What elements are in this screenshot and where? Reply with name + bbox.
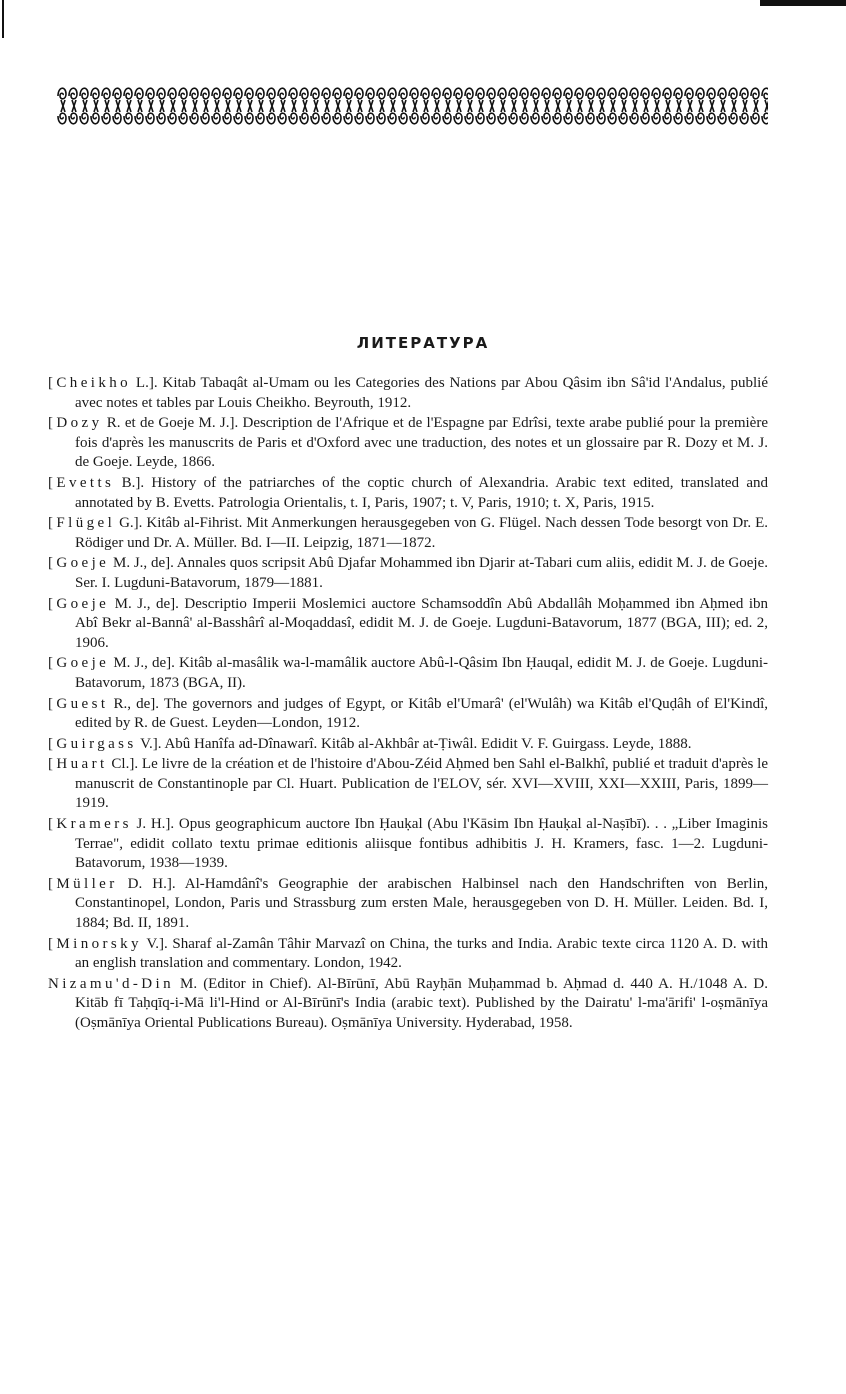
reference-entry — [48, 514, 768, 553]
reference-author: [Müller — [48, 875, 118, 892]
reference-text: G.]. Kitâb al-Fihrist. Mit Anmerkungen herausgegeben von G. Flügel. Nach dessen Tode besorgt von Dr. E. Rödiger und Dr. A. Müller. Bd. I—II. Leipzig, 1871—1872. — [75, 515, 768, 551]
reference-author: [Goeje — [48, 595, 110, 612]
reference-author: [Goeje — [48, 555, 110, 572]
reference-author: [Evetts — [48, 474, 115, 491]
page-title: ЛИТЕРАТУРА — [356, 334, 490, 352]
reference-text: M. (Editor in Chief). Al-Bīrūnī, Abū Rayḥān Muḥammad b. Aḥmad d. 440 A. H./1048 A. D. Kitāb fī Taḥqīq-i-Mā li'l-Hind or Al-Bīrūnī's India (arabic text). Published by the Dairatu' l-ma'ārifi' l-oṣmānīya (Oṣmānīya Oriental Publications Bureau). Oṣmānīya University. Hyderabad, 1958. — [75, 975, 768, 1031]
reference-entry — [48, 735, 768, 755]
reference-text: R. et de Goeje M. J.]. Description de l'Afrique et de l'Espagne par Edrîsi, texte arabe publié pour la première fois d'après les manuscrits de Paris et d'Oxford avec une traduction, des notes et un glossaire par R. Dozy et M. J. de Goeje. Leyde, 1866. — [75, 415, 768, 471]
reference-text: R., de]. The governors and judges of Egypt, or Kitâb el'Umarâ' (el'Wulâh) wa Kitâb el'Quḍâh of El'Kindî, edited by R. de Guest. Leyden—London, 1912. — [75, 695, 768, 732]
reference-text: J. H.]. Opus geographicum auctore Ibn Ḥauḳal (Abu l'Kāsim Ibn Ḥauḳal al-Naṣībī). . . „Liber Imaginis Terrae", edidit collato textu primae editionis aliisque fontibus adhibitis J. H. Kramers, fasc. 1—2. Lugduni-Batavorum, 1938—1939. — [75, 816, 768, 872]
reference-list — [48, 374, 768, 1035]
reference-entry — [48, 975, 768, 1034]
reference-text: V.]. Sharaf al-Zamân Tâhir Marvazî on China, the turks and India. Arabic texte circa 1120 A. D. with an english translation and commentary. London, 1942. — [75, 935, 768, 972]
reference-entry — [48, 654, 768, 693]
reference-text: B.]. History of the patriarches of the coptic church of Alexandria. Arabic text edited, translated and annotated by B. Evetts. Patrologia Orientalis, t. I, Paris, 1907; t. V, Paris, 1910; t. X, Paris, 1915. — [75, 474, 768, 511]
reference-entry — [48, 935, 768, 974]
reference-entry — [48, 414, 768, 473]
reference-author: [Cheikho — [48, 375, 132, 391]
scan-edge-top — [760, 0, 846, 6]
reference-entry — [48, 695, 768, 734]
reference-author: [Flügel — [48, 515, 116, 532]
reference-author: [Minorsky — [48, 935, 142, 952]
reference-author: [Guirgass — [48, 735, 137, 752]
reference-entry — [48, 875, 768, 934]
reference-entry — [48, 474, 768, 513]
reference-entry — [48, 595, 768, 654]
reference-entry — [48, 755, 768, 814]
reference-entry — [48, 815, 768, 874]
reference-text: M. J., de]. Kitâb al-masâlik wa-l-mamâlik auctore Abû-l-Qâsim Ibn Ḥauqal, edidit M. J. de Goeje. Lugduni-Batavorum, 1873 (BGA, II). — [75, 655, 768, 691]
reference-author: [Kramers — [48, 816, 132, 833]
reference-entry — [48, 554, 768, 593]
reference-author: Nizamu'd-Din — [48, 975, 174, 992]
reference-text: L.]. Kitab Tabaqât al-Umam ou les Categories des Nations par Abou Qâsim ibn Sâ'id l'Andalus, publié avec notes et tables par Louis Cheikho. Beyrouth, 1912. — [75, 375, 768, 411]
reference-entry — [48, 374, 768, 413]
reference-author: [Guest — [48, 695, 109, 712]
reference-text: Cl.]. Le livre de la création et de l'histoire d'Abou-Zéid Aḥmed ben Sahl el-Balkhî, publié et traduit d'après le manuscrit de Constantinople par Cl. Huart. Publication de l'ELOV, sér. XVI—XVIII, XXI—XXIII, Paris, 1899—1919. — [75, 756, 768, 812]
reference-text: D. H.]. Al-Hamdânî's Geographie der arabischen Halbinsel nach den Handschriften von Berlin, Constantinopel, London, Paris und Strassburg zum ersten Male, herausgegeben von D. H. Müller. Leiden. Bd. I, 1884; Bd. II, 1891. — [75, 875, 768, 932]
reference-text: V.]. Abû Hanîfa ad-Dînawarî. Kitâb al-Akhbâr at-Ṭiwâl. Edidit V. F. Guirgass. Leyde, 1888. — [136, 735, 692, 752]
reference-text: M. J., de]. Descriptio Imperii Moslemici auctore Schamsoddîn Abû Abdallâh Moḥammed ibn Aḥmed ibn Abî Bekr al-Bannâ' al-Basshârî al-Moqaddasî, edidit M. J. de Goeje. Lugduni-Batavorum, 1877 (BGA, III); ed. 2, 1906. — [75, 595, 768, 651]
reference-text: M. J., de]. Annales quos scripsit Abû Djafar Mohammed ibn Djarir at-Tabari cum aliis, edidit M. J. de Goeje. Ser. I. Lugduni-Batavorum, 1879—1881. — [75, 555, 768, 591]
scan-edge-left — [2, 0, 4, 38]
reference-author: [Huart — [48, 756, 108, 773]
reference-author: [Dozy — [48, 415, 103, 432]
reference-author: [Goeje — [48, 655, 110, 672]
decorative-border-ornament — [56, 78, 768, 134]
